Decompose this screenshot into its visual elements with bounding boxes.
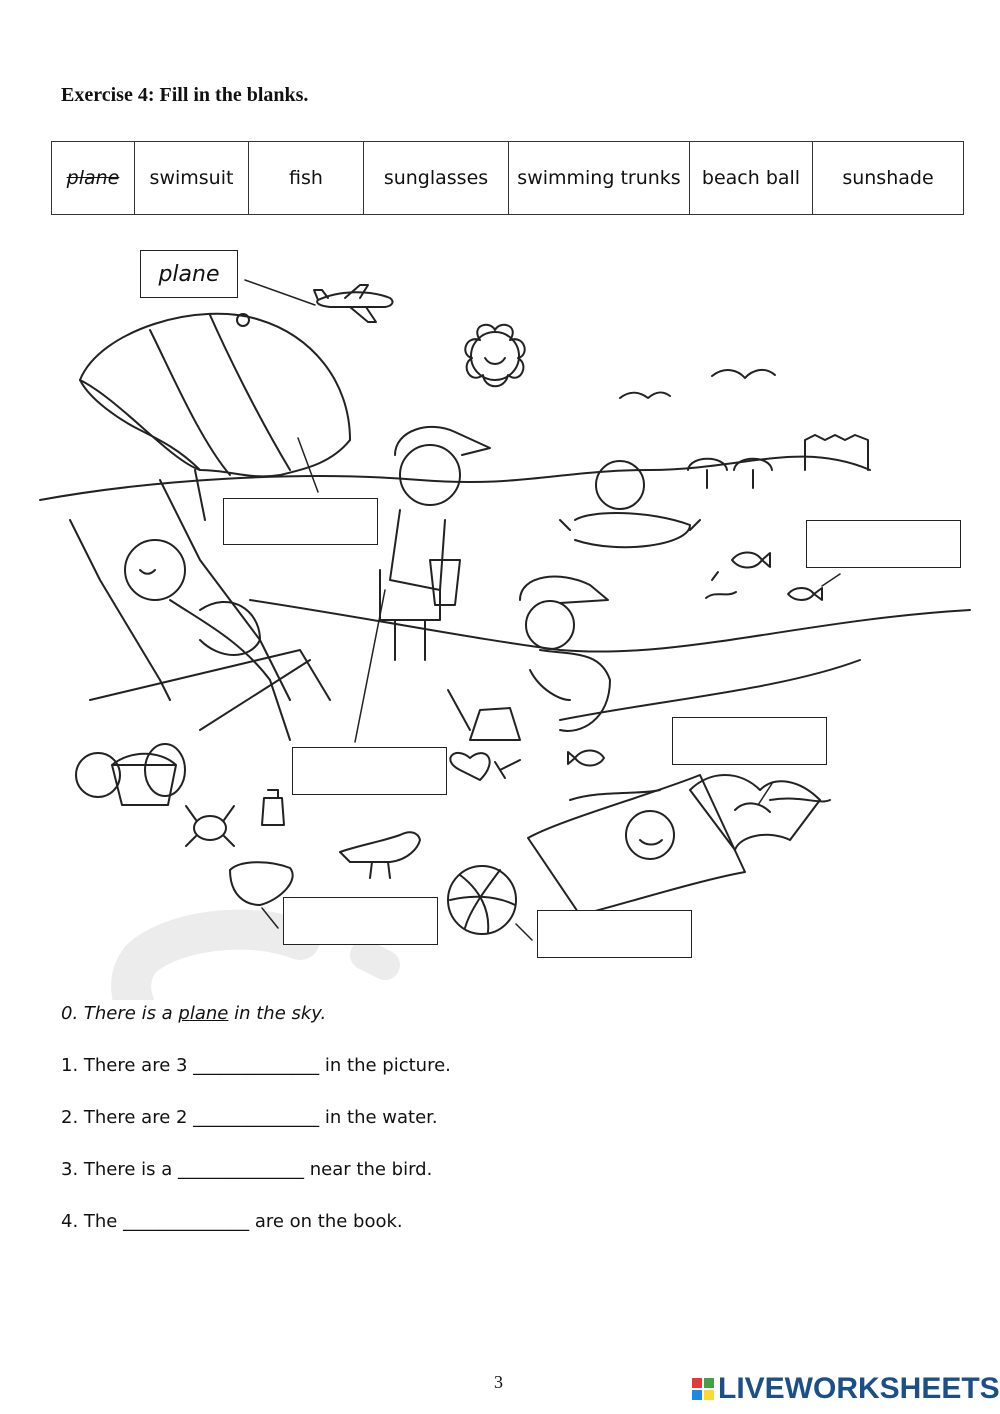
sentence-2: 2. There are 2 ______________ in the water. — [61, 1107, 438, 1128]
heart-mold — [450, 753, 489, 780]
label-box-swimming-trunks[interactable] — [292, 747, 447, 795]
word-bank-item-plane: plane — [52, 142, 135, 215]
sandcastle — [470, 708, 520, 740]
sand-bucket — [112, 754, 176, 805]
label-box-swimsuit[interactable] — [283, 897, 438, 945]
sunshade-umbrella — [80, 314, 350, 520]
label-box-sunglasses[interactable] — [672, 717, 827, 765]
distant-umbrella-2 — [734, 459, 772, 488]
word-bank-item-beach-ball: beach ball — [690, 142, 813, 215]
sunscreen-bottle — [262, 790, 284, 825]
word-bank-item-sunshade: sunshade — [813, 142, 964, 215]
fish-in-water-2 — [788, 588, 822, 600]
page-number: 3 — [494, 1372, 503, 1392]
seagull-on-sand — [340, 832, 420, 878]
sun-icon — [465, 325, 524, 386]
seaweed — [706, 572, 736, 598]
pointer-line-beachball — [516, 924, 532, 940]
open-book — [690, 775, 820, 850]
label-box-sunshade[interactable] — [223, 498, 378, 545]
distant-umbrella-1 — [688, 459, 727, 488]
horizon-line — [40, 457, 870, 500]
bird-flying-2 — [712, 370, 775, 378]
plane-icon — [314, 285, 392, 322]
beach-ball — [448, 866, 516, 934]
rake-toy — [495, 760, 520, 778]
label-box-fish[interactable] — [806, 520, 961, 568]
sentence-3: 3. There is a ______________ near the bird. — [61, 1159, 433, 1180]
word-bank-item-swimsuit: swimsuit — [135, 142, 249, 215]
bird-flying-1 — [620, 392, 670, 398]
sentence-example-after: in the sky. — [228, 1003, 327, 1024]
sentence-example-answer: plane — [178, 1003, 229, 1024]
sentence-example-before: 0. There is a — [61, 1003, 179, 1024]
watermark-dot — [365, 955, 385, 965]
sentence-1: 1. There are 3 ______________ in the picture. — [61, 1055, 451, 1076]
beach-ball-left — [145, 744, 185, 796]
sentence-4: 4. The ______________ are on the book. — [61, 1211, 403, 1232]
fish-on-sand — [568, 751, 604, 766]
pointer-line-trunks — [355, 590, 385, 742]
small-ball — [76, 753, 120, 797]
label-box-plane: plane — [140, 250, 238, 298]
toddler-figure — [520, 577, 610, 731]
crab-icon — [186, 806, 234, 846]
pointer-line-plane — [245, 280, 315, 305]
word-bank-item-fish: fish — [249, 142, 364, 215]
liveworksheets-logo-icon — [692, 1378, 714, 1400]
liveworksheets-logo — [692, 1372, 1000, 1406]
word-bank-item-sunglasses: sunglasses — [364, 142, 509, 215]
shoreline — [250, 600, 970, 652]
fish-in-water-1 — [732, 553, 770, 568]
liveworksheets-brand-text: LIVEWORKSHEETS — [718, 1372, 1000, 1405]
spade-toy — [448, 690, 470, 730]
pointer-line-fish — [822, 574, 840, 586]
word-bank-item-swimming-trunks: swimming trunks — [509, 142, 690, 215]
exercise-title: Exercise 4: Fill in the blanks. — [61, 84, 309, 106]
beach-towel — [528, 775, 745, 915]
label-box-beach-ball[interactable] — [537, 910, 692, 958]
sentence-example — [61, 1003, 326, 1024]
